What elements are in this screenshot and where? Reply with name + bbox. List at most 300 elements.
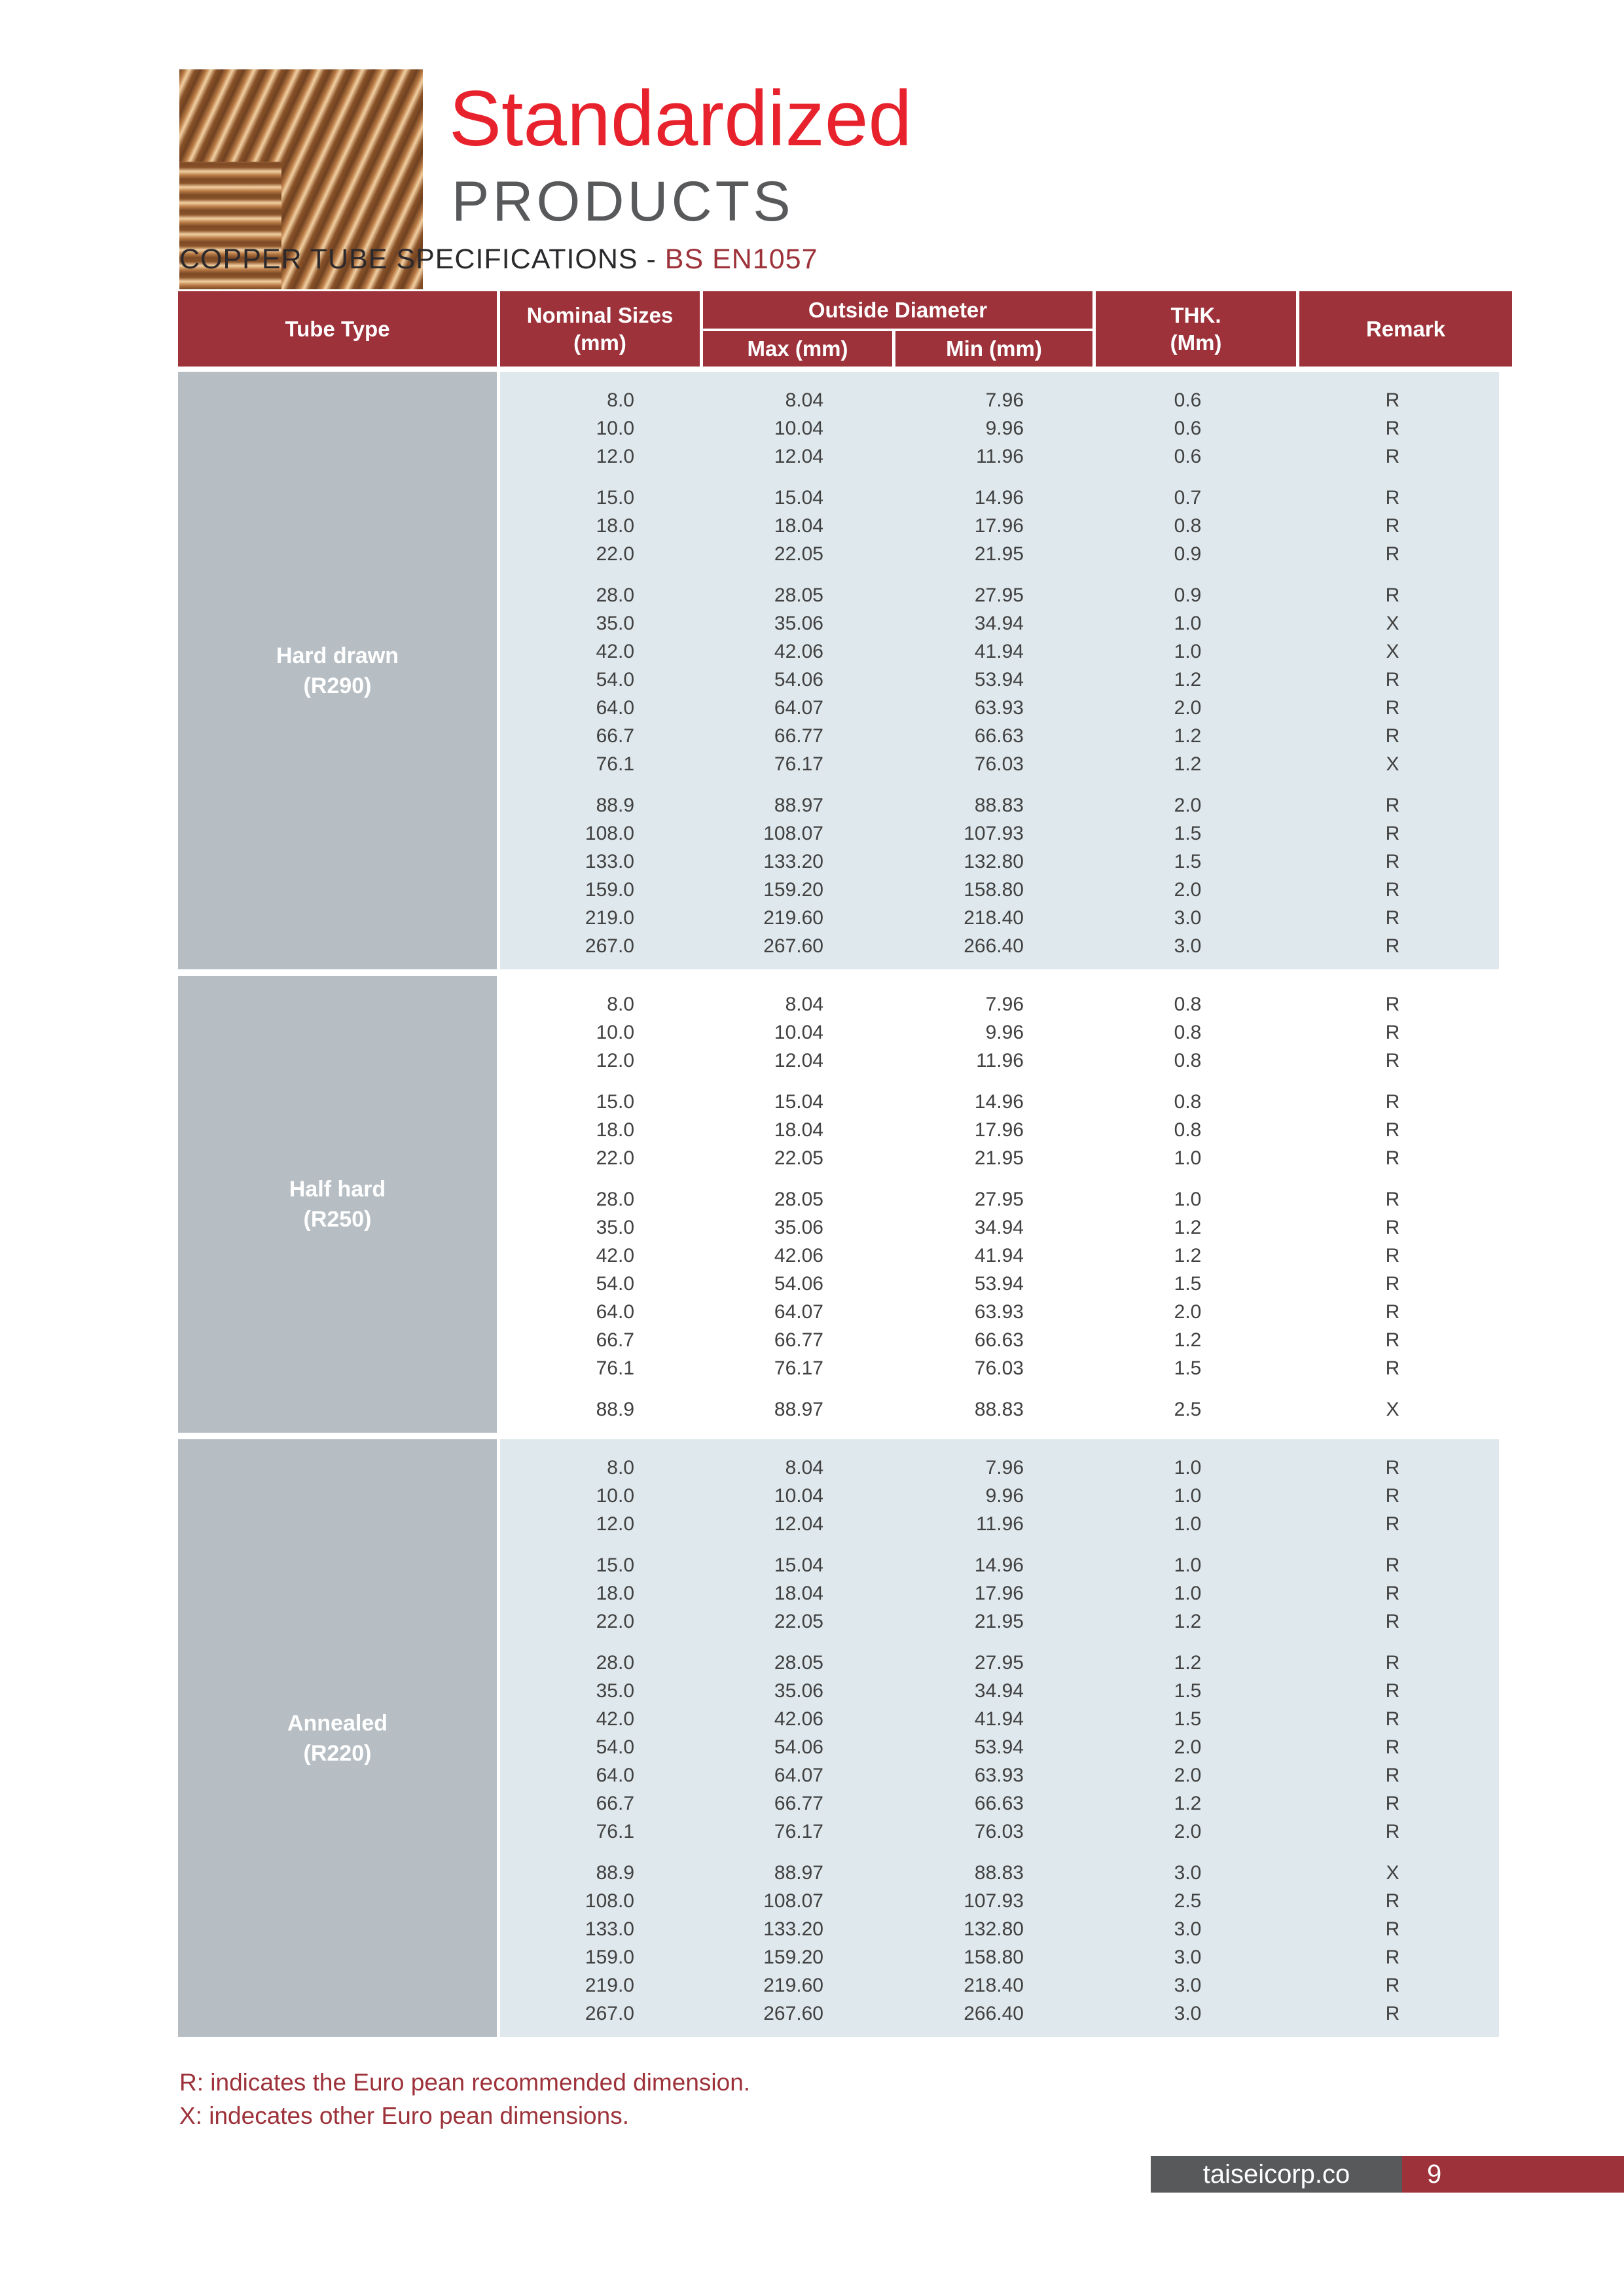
max-cell: 8.04 [785,1456,823,1479]
remark-cell: R [1385,993,1400,1015]
thk-cell: 1.2 [1174,1610,1202,1632]
nominal-cell: 10.0 [596,417,634,439]
remark-cell: R [1385,1890,1400,1912]
max-cell: 66.77 [774,1792,823,1814]
nominal-cell: 42.0 [596,1708,634,1730]
max-cell: 54.06 [774,668,823,691]
document-title-text: COPPER TUBE SPECIFICATIONS - [179,243,665,275]
thk-cell: 0.8 [1174,514,1202,537]
nominal-cell: 76.1 [596,1357,634,1379]
max-cell: 64.07 [774,1764,823,1786]
nominal-cell: 66.7 [596,725,634,747]
min-cell: 88.83 [974,794,1024,816]
min-cell: 63.93 [974,1300,1024,1323]
column-header-label: Tube Type [285,316,390,341]
remark-cell: R [1385,584,1400,606]
max-cell: 10.04 [774,417,823,439]
thk-cell: 1.0 [1174,1513,1202,1535]
table-row [500,1943,1499,1971]
remark-cell: R [1385,1188,1400,1210]
thk-cell: 3.0 [1174,1974,1202,1996]
table-row [500,581,1499,609]
remark-cell: R [1385,1329,1400,1351]
remark-cell: R [1385,1300,1400,1323]
table-section-annealed [178,1439,1499,2037]
nominal-cell: 35.0 [596,1679,634,1702]
thk-cell: 2.5 [1174,1890,1202,1912]
min-cell: 41.94 [974,1244,1024,1266]
min-cell: 7.96 [985,1456,1024,1479]
max-cell: 108.07 [763,822,823,844]
thk-cell: 1.5 [1174,1708,1202,1730]
table-row [500,1818,1499,1846]
table-row [500,1915,1499,1943]
tube-type-grade: (R220) [303,1740,372,1766]
remark-cell: R [1385,725,1400,747]
min-cell: 17.96 [974,1119,1024,1141]
max-cell: 267.60 [763,935,823,957]
nominal-cell: 12.0 [596,1049,634,1071]
min-cell: 11.96 [976,1513,1024,1535]
table-row [500,990,1499,1018]
thk-cell: 2.0 [1174,878,1202,901]
thk-cell: 1.0 [1174,1484,1202,1507]
nominal-cell: 66.7 [596,1329,634,1351]
nominal-cell: 76.1 [596,1820,634,1842]
table-row [500,1551,1499,1579]
max-cell: 28.05 [774,1651,823,1674]
table-row [500,694,1499,722]
nominal-cell: 28.0 [596,1651,634,1674]
table-row [500,484,1499,512]
nominal-cell: 88.9 [596,1398,634,1420]
nominal-cell: 108.0 [585,822,634,844]
thk-cell: 0.8 [1174,993,1202,1015]
min-cell: 27.95 [974,1188,1024,1210]
remark-cell: R [1385,1764,1400,1786]
column-header-label: Nominal Sizes [526,302,674,327]
nominal-cell: 219.0 [585,906,634,929]
max-cell: 35.06 [774,1679,823,1702]
table-row [500,1887,1499,1915]
nominal-cell: 133.0 [585,1918,634,1940]
column-header-label: THK. [1170,302,1221,327]
max-cell: 22.05 [774,1147,823,1169]
thk-cell: 1.2 [1174,1329,1202,1351]
remark-cell: R [1385,696,1400,719]
nominal-cell: 54.0 [596,1272,634,1295]
table-row [500,1971,1499,2000]
nominal-cell: 64.0 [596,1300,634,1323]
spec-table [178,291,1499,2037]
column-header-remark [1299,291,1512,367]
nominal-cell: 15.0 [596,1090,634,1113]
nominal-cell: 15.0 [596,486,634,509]
thk-cell: 1.2 [1174,668,1202,691]
thk-cell: 0.7 [1174,486,1202,509]
table-row [500,1859,1499,1887]
max-cell: 22.05 [774,543,823,565]
table-row [500,1677,1499,1705]
min-cell: 7.96 [985,993,1024,1015]
thk-cell: 0.6 [1174,389,1202,411]
max-cell: 8.04 [785,993,823,1015]
table-section-hard-drawn [178,372,1499,969]
remark-cell: R [1385,1484,1400,1507]
thk-cell: 1.0 [1174,1582,1202,1604]
column-header-outside-diameter: Outside Diameter [703,291,1092,329]
remark-cell: X [1386,1861,1399,1884]
column-header-thk [1096,291,1296,367]
table-row [500,386,1499,414]
max-cell: 66.77 [774,725,823,747]
thk-cell: 2.0 [1174,1764,1202,1786]
table-row [500,1298,1499,1326]
nominal-cell: 10.0 [596,1021,634,1043]
max-cell: 28.05 [774,584,823,606]
remark-cell: R [1385,1651,1400,1674]
max-cell: 42.06 [774,1708,823,1730]
max-cell: 108.07 [763,1890,823,1912]
thk-cell: 1.0 [1174,640,1202,662]
table-section-half-hard [178,976,1499,1433]
max-cell: 267.60 [763,2002,823,2024]
thk-cell: 1.5 [1174,1357,1202,1379]
nominal-cell: 22.0 [596,543,634,565]
max-cell: 12.04 [774,1049,823,1071]
nominal-cell: 159.0 [585,1946,634,1968]
brand-subtitle: PRODUCTS [452,170,794,233]
max-cell: 35.06 [774,612,823,634]
min-cell: 76.03 [974,753,1024,775]
table-row [500,1326,1499,1354]
remark-cell: R [1385,1456,1400,1479]
table-row [500,819,1499,848]
tube-type-grade: (R290) [303,673,372,698]
thk-cell: 1.0 [1174,612,1202,634]
min-cell: 9.96 [985,417,1024,439]
table-row [500,1705,1499,1733]
max-cell: 88.97 [774,1398,823,1420]
max-cell: 22.05 [774,1610,823,1632]
thk-cell: 2.0 [1174,696,1202,719]
min-cell: 17.96 [974,1582,1024,1604]
table-row [500,722,1499,750]
min-cell: 132.80 [964,850,1024,872]
footnotes [179,2066,750,2132]
nominal-cell: 66.7 [596,1792,634,1814]
max-cell: 64.07 [774,696,823,719]
nominal-cell: 18.0 [596,1582,634,1604]
table-row [500,512,1499,540]
nominal-cell: 15.0 [596,1554,634,1576]
nominal-cell: 267.0 [585,2002,634,2024]
min-cell: 53.94 [974,668,1024,691]
nominal-cell: 108.0 [585,1890,634,1912]
document-title [179,243,818,276]
min-cell: 66.63 [974,1792,1024,1814]
remark-cell: R [1385,1708,1400,1730]
max-cell: 219.60 [763,906,823,929]
remark-cell: R [1385,1357,1400,1379]
thk-cell: 1.5 [1174,822,1202,844]
thk-cell: 1.2 [1174,1792,1202,1814]
min-cell: 41.94 [974,640,1024,662]
min-cell: 34.94 [974,612,1024,634]
max-cell: 12.04 [774,1513,823,1535]
tube-type-grade: (R250) [303,1207,372,1232]
remark-cell: R [1385,486,1400,509]
thk-cell: 0.9 [1174,584,1202,606]
min-cell: 63.93 [974,1764,1024,1786]
min-cell: 9.96 [985,1021,1024,1043]
table-row [500,1607,1499,1636]
thk-cell: 2.5 [1174,1398,1202,1420]
tube-type-cell [178,372,497,969]
nominal-cell: 28.0 [596,584,634,606]
table-row [500,1018,1499,1047]
remark-cell: R [1385,1946,1400,1968]
nominal-cell: 35.0 [596,612,634,634]
document-title-standard: BS EN1057 [664,243,818,275]
table-row [500,1649,1499,1677]
nominal-cell: 35.0 [596,1216,634,1238]
thk-cell: 1.2 [1174,753,1202,775]
remark-cell: R [1385,1679,1400,1702]
column-header-unit: (Mm) [1170,330,1222,355]
max-cell: 133.20 [763,850,823,872]
min-cell: 266.40 [964,2002,1024,2024]
min-cell: 14.96 [974,1090,1024,1113]
footnote-x: X: indecates other Euro pean dimensions. [179,2102,629,2129]
min-cell: 7.96 [985,389,1024,411]
nominal-cell: 159.0 [585,878,634,901]
table-row [500,876,1499,904]
remark-cell: R [1385,1216,1400,1238]
tube-type-name: Half hard [289,1177,386,1202]
nominal-cell: 54.0 [596,1736,634,1758]
min-cell: 14.96 [974,1554,1024,1576]
min-cell: 11.96 [976,445,1024,467]
table-row [500,750,1499,778]
remark-cell: X [1386,640,1399,662]
min-cell: 66.63 [974,725,1024,747]
remark-cell: R [1385,514,1400,537]
remark-cell: X [1386,612,1399,634]
thk-cell: 0.8 [1174,1119,1202,1141]
table-row [500,791,1499,819]
nominal-cell: 42.0 [596,640,634,662]
max-cell: 76.17 [774,753,823,775]
remark-cell: R [1385,543,1400,565]
max-cell: 54.06 [774,1736,823,1758]
thk-cell: 1.2 [1174,1244,1202,1266]
thk-cell: 1.0 [1174,1554,1202,1576]
min-cell: 76.03 [974,1357,1024,1379]
remark-cell: R [1385,822,1400,844]
table-row [500,1144,1499,1172]
max-cell: 159.20 [763,878,823,901]
tube-type-cell [178,976,497,1433]
min-cell: 11.96 [976,1049,1024,1071]
max-cell: 35.06 [774,1216,823,1238]
nominal-cell: 42.0 [596,1244,634,1266]
table-row [500,1761,1499,1789]
remark-cell: R [1385,1272,1400,1295]
thk-cell: 3.0 [1174,1946,1202,1968]
nominal-cell: 12.0 [596,1513,634,1535]
column-header-nominal-sizes [500,291,700,367]
remark-cell: R [1385,1918,1400,1940]
remark-cell: R [1385,389,1400,411]
nominal-cell: 64.0 [596,696,634,719]
min-cell: 21.95 [974,543,1024,565]
tube-type-cell [178,1439,497,2037]
nominal-cell: 54.0 [596,668,634,691]
table-sections [178,372,1499,2037]
table-row [500,1733,1499,1761]
table-row [500,1454,1499,1482]
thk-cell: 1.0 [1174,1456,1202,1479]
max-cell: 18.04 [774,514,823,537]
max-cell: 28.05 [774,1188,823,1210]
nominal-cell: 88.9 [596,794,634,816]
footnote-r: R: indicates the Euro pean recommended dimension. [179,2069,751,2096]
nominal-cell: 267.0 [585,935,634,957]
table-row [500,1789,1499,1818]
min-cell: 34.94 [974,1216,1024,1238]
min-cell: 53.94 [974,1272,1024,1295]
remark-cell: R [1385,668,1400,691]
thk-cell: 0.8 [1174,1049,1202,1071]
min-cell: 158.80 [964,1946,1024,1968]
table-row [500,666,1499,694]
nominal-cell: 22.0 [596,1147,634,1169]
tube-type-name: Hard drawn [276,643,399,668]
remark-cell: R [1385,1119,1400,1141]
thk-cell: 0.6 [1174,417,1202,439]
remark-cell: R [1385,794,1400,816]
max-cell: 15.04 [774,1554,823,1576]
remark-cell: R [1385,1021,1400,1043]
section-data [500,976,1499,1433]
min-cell: 107.93 [964,822,1024,844]
remark-cell: R [1385,878,1400,901]
nominal-cell: 28.0 [596,1188,634,1210]
min-cell: 27.95 [974,1651,1024,1674]
min-cell: 21.95 [974,1610,1024,1632]
tube-type-label [289,1174,386,1234]
min-cell: 63.93 [974,696,1024,719]
remark-cell: X [1386,753,1399,775]
thk-cell: 1.2 [1174,1651,1202,1674]
max-cell: 66.77 [774,1329,823,1351]
remark-cell: R [1385,1974,1400,1996]
min-cell: 218.40 [964,1974,1024,1996]
remark-cell: R [1385,1147,1400,1169]
remark-cell: R [1385,1513,1400,1535]
max-cell: 133.20 [763,1918,823,1940]
remark-cell: R [1385,935,1400,957]
table-header [178,291,1499,367]
nominal-cell: 8.0 [607,389,634,411]
min-cell: 132.80 [964,1918,1024,1940]
thk-cell: 2.0 [1174,1736,1202,1758]
thk-cell: 1.5 [1174,1679,1202,1702]
thk-cell: 1.2 [1174,1216,1202,1238]
table-row [500,1510,1499,1538]
max-cell: 10.04 [774,1021,823,1043]
nominal-cell: 64.0 [596,1764,634,1786]
nominal-cell: 8.0 [607,993,634,1015]
max-cell: 64.07 [774,1300,823,1323]
max-cell: 42.06 [774,1244,823,1266]
nominal-cell: 133.0 [585,850,634,872]
table-row [500,1395,1499,1424]
min-cell: 27.95 [974,584,1024,606]
column-header-label: Remark [1365,316,1446,341]
table-row [500,1242,1499,1270]
max-cell: 159.20 [763,1946,823,1968]
max-cell: 8.04 [785,389,823,411]
thk-cell: 2.0 [1174,1820,1202,1842]
tube-type-name: Annealed [287,1710,388,1736]
remark-cell: R [1385,1820,1400,1842]
table-row [500,414,1499,442]
remark-cell: R [1385,1049,1400,1071]
min-cell: 266.40 [964,935,1024,957]
thk-cell: 2.0 [1174,1300,1202,1323]
table-row [500,848,1499,876]
min-cell: 17.96 [974,514,1024,537]
section-data [500,372,1499,969]
footer-website: taiseicorp.co [1151,2156,1402,2193]
column-header-min: Min (mm) [895,331,1092,367]
thk-cell: 0.6 [1174,445,1202,467]
table-row [500,1579,1499,1607]
nominal-cell: 88.9 [596,1861,634,1884]
max-cell: 54.06 [774,1272,823,1295]
max-cell: 10.04 [774,1484,823,1507]
min-cell: 158.80 [964,878,1024,901]
max-cell: 12.04 [774,445,823,467]
nominal-cell: 76.1 [596,753,634,775]
min-cell: 88.83 [974,1861,1024,1884]
thk-cell: 3.0 [1174,1918,1202,1940]
max-cell: 76.17 [774,1357,823,1379]
min-cell: 88.83 [974,1398,1024,1420]
thk-cell: 1.2 [1174,725,1202,747]
remark-cell: R [1385,1610,1400,1632]
remark-cell: R [1385,1792,1400,1814]
table-row [500,2000,1499,2028]
thk-cell: 1.0 [1174,1147,1202,1169]
max-cell: 88.97 [774,1861,823,1884]
table-row [500,540,1499,568]
remark-cell: X [1386,1398,1399,1420]
column-header-outside-diameter-group [703,291,1092,367]
remark-cell: R [1385,2002,1400,2024]
thk-cell: 0.8 [1174,1021,1202,1043]
thk-cell: 0.8 [1174,1090,1202,1113]
table-row [500,1116,1499,1144]
max-cell: 15.04 [774,1090,823,1113]
thk-cell: 2.0 [1174,794,1202,816]
table-row [500,932,1499,960]
footer-badge [1151,2156,1624,2193]
thk-cell: 1.5 [1174,850,1202,872]
nominal-cell: 219.0 [585,1974,634,1996]
